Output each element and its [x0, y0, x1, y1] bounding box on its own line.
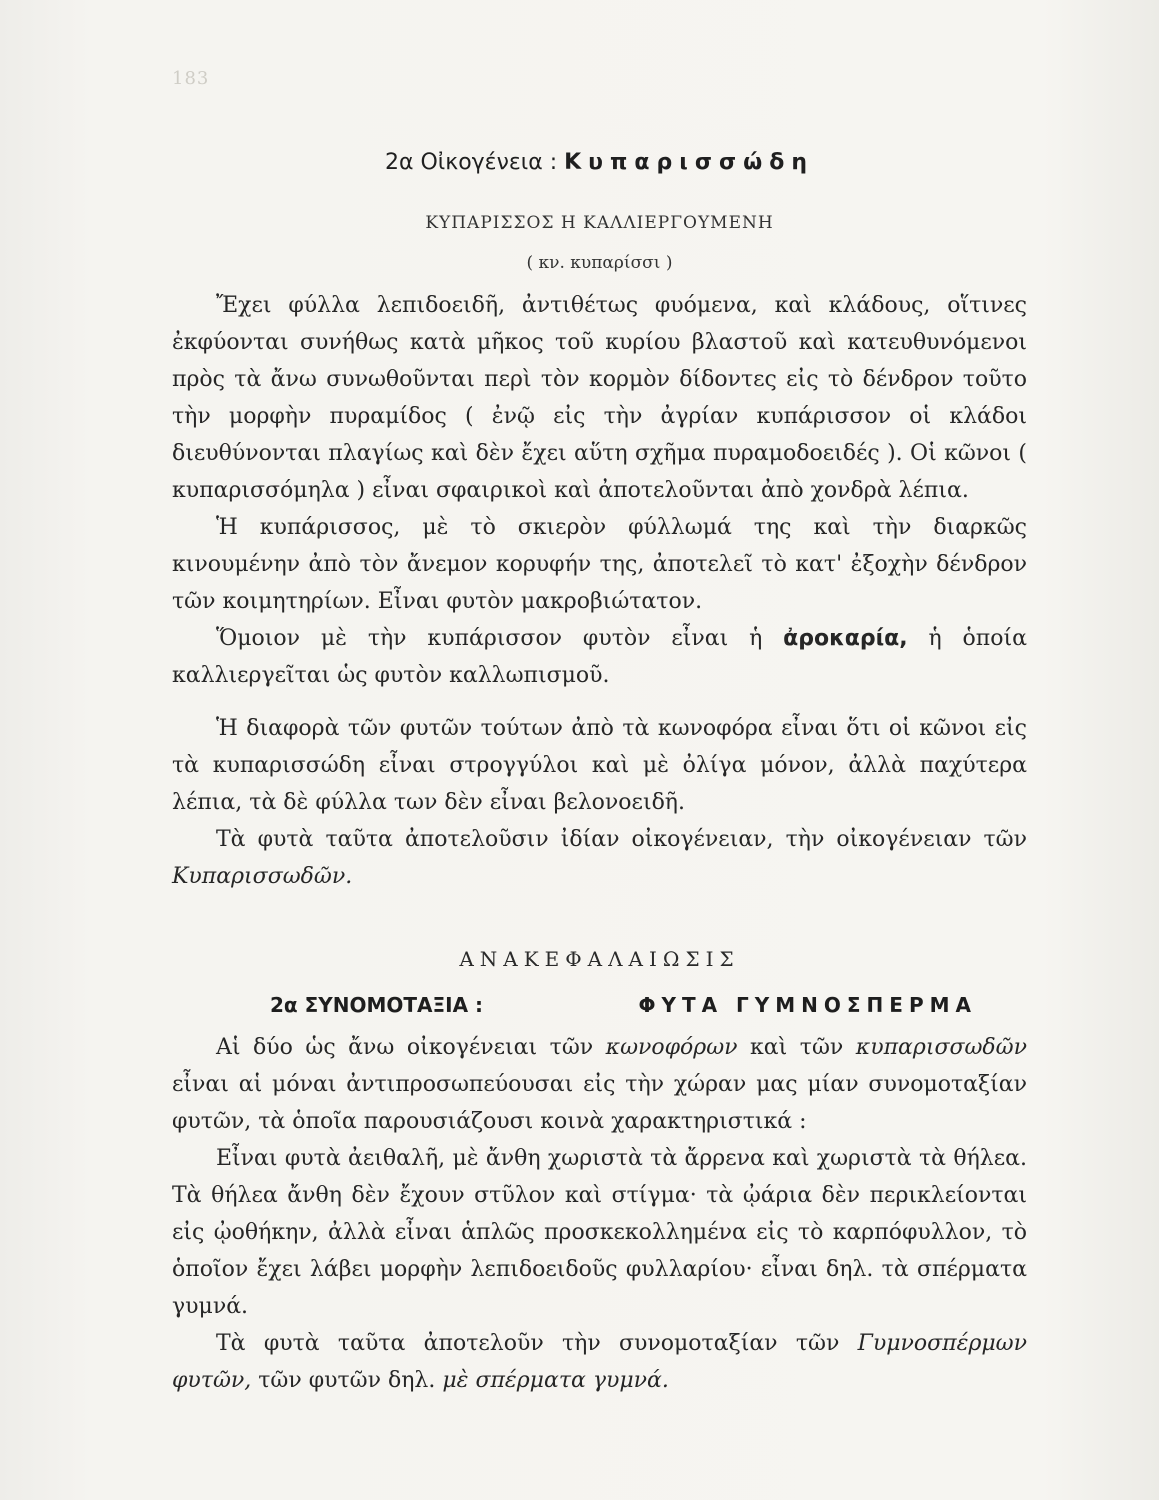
recap-paragraph-characteristics: Εἶναι φυτὰ ἀειθαλῆ, μὲ ἄνθη χωριστὰ τὰ ἄρρενα καὶ χωριστὰ τὰ θήλεα. Τὰ θήλεα ἄνθη δὲν ἔχουν στῦλον καὶ στίγμα· τὰ ᾠάρια δὲν περικλείονται εἰς ᾠοθήκην, ἀλλὰ εἶναι ἁπλῶς προσκεκολλημένα εἰς τὸ καρπόφυλλον, τὸ ὁποῖον ἔχει λάβει μορφὴν λεπιδοειδοῦς φυλλαρίου· εἶναι δηλ. τὰ σπέρματα γυμνά. — [172, 1146, 1027, 1319]
page-number: 183 — [172, 68, 210, 89]
araucaria-term: ἀροκαρία, — [783, 626, 908, 651]
recap-families-c: εἶναι αἱ μόναι ἀντιπροσωπεύουσαι εἰς τὴν χώραν μας μίαν συνομοταξίαν φυτῶν, τὰ ὁποῖα παρουσιάζουσι κοινὰ χαρακτηριστικά : — [172, 1072, 1027, 1134]
family-summary-term: Κυπαρισσωδῶν. — [172, 864, 353, 889]
heading-family: Κυπαρισσώδη — [564, 150, 815, 175]
paragraph-family-summary — [172, 821, 1027, 895]
paragraph-difference: Ἡ διαφορὰ τῶν φυτῶν τούτων ἀπὸ τὰ κωνοφόρα εἶναι ὅτι οἱ κῶνοι εἰς τὰ κυπαρισσώδη εἶναι στρογγύλοι καὶ μὲ ὀλίγα μόνον, ἀλλὰ παχύτερα λέπια, τὰ δὲ φύλλα των δὲν εἶναι βελονοειδῆ. — [172, 716, 1027, 815]
recap-conclusion-naked-seeds: μὲ σπέρματα γυμνά. — [442, 1368, 669, 1393]
recap-conclusion-a: Τὰ φυτὰ ταῦτα ἀποτελοῦν τὴν συνομοταξίαν τῶν — [216, 1331, 858, 1356]
species-title: ΚΥΠΑΡΙΣΣΟΣ Η ΚΑΛΛΙΕΡΓΟΥΜΕΝΗ — [425, 213, 774, 233]
paragraph-araucaria — [172, 620, 1027, 694]
phylum-line — [270, 993, 977, 1017]
paragraph-description: Ἔχει φύλλα λεπιδοειδῆ, ἀντιθέτως φυόμενα, καὶ κλάδους, οἵτινες ἐκφύονται συνήθως κατὰ μῆκος τοῦ κυρίου βλαστοῦ καὶ κατευθυνόμενοι πρὸς τὰ ἄνω συνωθοῦνται περὶ τὸν κορμὸν δίδοντες εἰς τὸ δένδρον τοῦτο τὴν μορφὴν πυραμίδος ( ἐνῷ εἰς τὴν ἀγρίαν κυπάρισσον οἱ κλάδοι διευθύνονται πλαγίως καὶ δὲν ἔχει αὕτη σχῆμα πυραμοδοειδές ). Οἱ κῶνοι ( κυπαρισσόμηλα ) εἶναι σφαιρικοὶ καὶ ἀποτελοῦνται ἀπὸ χονδρὰ λέπια. — [172, 293, 1027, 503]
family-heading — [172, 150, 1027, 175]
recap-families-cypresses: κυπαρισσωδῶν — [855, 1035, 1027, 1060]
recap-conclusion-b: τῶν φυτῶν δηλ. — [251, 1368, 443, 1393]
phylum-name: ΦΥΤΑ ΓΥΜΝΟΣΠΕΡΜΑ — [638, 993, 977, 1017]
araucaria-text-after: ἡ ὁποία καλλιεργεῖται ὡς φυτὸν καλλωπισμοῦ. — [172, 626, 1027, 688]
family-summary-text: Τὰ φυτὰ ταῦτα ἀποτελοῦσιν ἰδίαν οἰκογένειαν, τὴν οἰκογένειαν τῶν — [216, 827, 1027, 852]
paragraph-cemetery: Ἡ κυπάρισσος, μὲ τὸ σκιερὸν φύλλωμά της καὶ τὴν διαρκῶς κινουμένην ἀπὸ τὸν ἄνεμον κορυφήν της, ἀποτελεῖ τὸ κατ' ἐξοχὴν δένδρον τῶν κοιμητηρίων. Εἶναι φυτὸν μακροβιώτατον. — [172, 515, 1027, 614]
recap-paragraph-conclusion — [172, 1325, 1027, 1399]
recap-title: ΑΝΑΚΕΦΑΛΑΙΩΣΙΣ — [459, 947, 740, 971]
recap-conclusion-gymnosperms: Γυμνοσπέρμων φυτῶν, — [172, 1331, 1027, 1393]
recap-families-a: Αἱ δύο ὡς ἄνω οἰκογένειαι τῶν — [216, 1035, 606, 1060]
page-content — [172, 140, 1027, 1399]
heading-prefix: 2α Οἰκογένεια : — [384, 150, 558, 175]
araucaria-text-before: Ὅμοιον μὲ τὴν κυπάρισσον φυτὸν εἶναι ἡ — [216, 626, 784, 651]
phylum-label: 2α ΣΥΝΟΜΟΤΑΞΙΑ : — [270, 993, 484, 1017]
recap-paragraph-families — [172, 1029, 1027, 1140]
recap-families-b: καὶ τῶν — [737, 1035, 856, 1060]
recap-families-conifers: κωνοφόρων — [605, 1035, 738, 1060]
common-name: ( κν. κυπαρίσσι ) — [526, 253, 673, 273]
